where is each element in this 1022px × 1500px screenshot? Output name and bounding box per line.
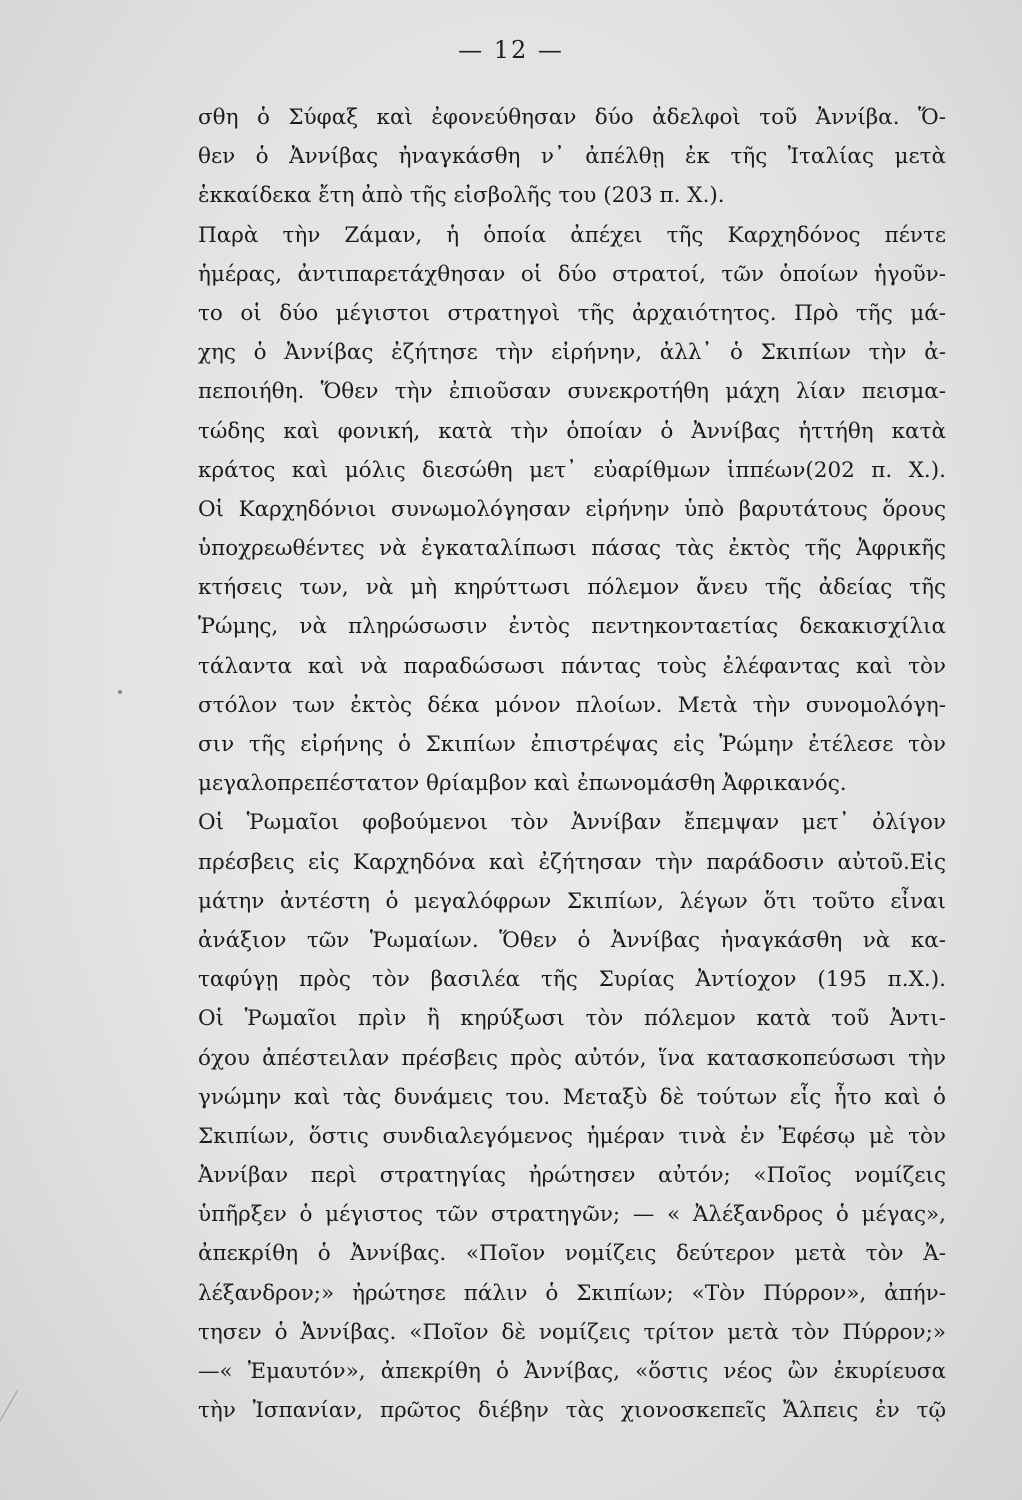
- page-edge-mark: [0, 1390, 46, 1450]
- text-line: τησεν ὁ Ἀννίβας. «Ποῖον δὲ νομίζεις τρίτον μετὰ τὸν Πύρρον;»: [198, 1319, 946, 1345]
- text-line: κράτος καὶ μόλις διεσώθη μετ᾽ εὐαρίθμων ἱππέων(202 π. Χ.).: [198, 457, 946, 483]
- text-line: τάλαντα καὶ νὰ παραδώσωσι πάντας τοὺς ἐλέφαντας καὶ τὸν: [198, 653, 946, 679]
- text-line: χης ὁ Ἀννίβας ἐζήτησε τὴν εἰρήνην, ἀλλ᾽ ὁ Σκιπίων τὴν ἀ-: [198, 340, 946, 366]
- text-line: Οἱ Ῥωμαῖοι πρὶν ἢ κηρύξωσι τὸν πόλεμον κατὰ τοῦ Ἀντι-: [198, 1006, 946, 1032]
- text-line: ἀνάξιον τῶν Ῥωμαίων. Ὅθεν ὁ Ἀννίβας ἠναγκάσθη νὰ κα-: [198, 927, 946, 953]
- text-line: Οἱ Καρχηδόνιοι συνωμολόγησαν εἰρήνην ὑπὸ βαρυτάτους ὅρους: [198, 496, 946, 522]
- text-line: Οἱ Ῥωμαῖοι φοβούμενοι τὸν Ἀννίβαν ἔπεμψαν μετ᾽ ὀλίγον: [198, 810, 946, 836]
- text-line: σθη ὁ Σύφαξ καὶ ἐφονεύθησαν δύο ἀδελφοὶ τοῦ Ἀννίβα. Ὅ-: [198, 105, 946, 130]
- text-line: Παρὰ τὴν Ζάμαν, ἡ ὁποία ἀπέχει τῆς Καρχηδόνος πέντε: [198, 222, 946, 248]
- text-line: πεποιήθη. Ὅθεν τὴν ἐπιοῦσαν συνεκροτήθη μάχη λίαν πεισμα-: [198, 379, 946, 405]
- text-line: μάτην ἀντέστη ὁ μεγαλόφρων Σκιπίων, λέγων ὅτι τοῦτο εἶναι: [198, 888, 946, 914]
- text-line: ἑκκαίδεκα ἔτη ἀπὸ τῆς εἰσβολῆς του (203 π. Χ.).: [198, 183, 725, 209]
- text-line: θεν ὁ Ἀννίβας ἠναγκάσθη ν᾽ ἀπέλθῃ ἐκ τῆς Ἰταλίας μετὰ: [198, 144, 946, 170]
- text-line: σιν τῆς εἰρήνης ὁ Σκιπίων ἐπιστρέψας εἰς Ῥώμην ἐτέλεσε τὸν: [198, 732, 946, 757]
- body-text: [198, 98, 946, 1430]
- text-line: ὑποχρεωθέντες νὰ ἐγκαταλίπωσι πάσας τὰς ἐκτὸς τῆς Ἀφρικῆς: [198, 536, 946, 562]
- text-line: Ἀννίβαν περὶ στρατηγίας ἠρώτησεν αὐτόν; «Ποῖος νομίζεις: [198, 1163, 946, 1189]
- text-line: στόλον των ἐκτὸς δέκα μόνον πλοίων. Μετὰ τὴν συνομολόγη-: [198, 692, 946, 718]
- text-line: λέξανδρον;» ἠρώτησε πάλιν ὁ Σκιπίων; «Τὸν Πύρρον», ἀπήν-: [198, 1280, 946, 1306]
- text-line: ἡμέρας, ἀντιπαρετάχθησαν οἱ δύο στρατοί, τῶν ὁποίων ἡγοῦν-: [198, 261, 946, 287]
- text-line: Ῥώμης, νὰ πληρώσωσιν ἐντὸς πεντηκονταετίας δεκακισχίλια: [198, 614, 946, 640]
- ink-speck: [118, 690, 122, 694]
- text-line: γνώμην καὶ τὰς δυνάμεις του. Μεταξὺ δὲ τούτων εἷς ἦτο καὶ ὁ: [198, 1084, 946, 1110]
- text-line: πρέσβεις εἰς Καρχηδόνα καὶ ἐζήτησαν τὴν παράδοσιν αὐτοῦ.Εἰς: [198, 849, 946, 875]
- text-line: —« Ἐμαυτόν», ἀπεκρίθη ὁ Ἀννίβας, «ὅστις νέος ὢν ἐκυρίευσα: [198, 1359, 946, 1384]
- text-line: ἀπεκρίθη ὁ Ἀννίβας. «Ποῖον νομίζεις δεύτερον μετὰ τὸν Ἀ-: [198, 1241, 946, 1267]
- text-line: μεγαλοπρεπέστατον θρίαμβον καὶ ἐπωνομάσθη Ἀφρικανός.: [198, 771, 847, 797]
- page-number: — 12 —: [458, 36, 564, 64]
- text-line: ὑπῆρξεν ὁ μέγιστος τῶν στρατηγῶν; — « Ἀλέξανδρος ὁ μέγας»,: [198, 1202, 946, 1228]
- text-line: ταφύγῃ πρὸς τὸν βασιλέα τῆς Συρίας Ἀντίοχον (195 π.Χ.).: [198, 967, 946, 993]
- text-line: Σκιπίων, ὅστις συνδιαλεγόμενος ἡμέραν τινὰ ἐν Ἐφέσῳ μὲ τὸν: [198, 1123, 946, 1149]
- text-line: τώδης καὶ φονική, κατὰ τὴν ὁποίαν ὁ Ἀννίβας ἡττήθη κατὰ: [198, 418, 946, 444]
- text-line: το οἱ δύο μέγιστοι στρατηγοὶ τῆς ἀρχαιότητος. Πρὸ τῆς μά-: [198, 300, 946, 326]
- text-line: όχου ἀπέστειλαν πρέσβεις πρὸς αὐτόν, ἵνα κατασκοπεύσωσι τὴν: [198, 1045, 946, 1071]
- text-line: τὴν Ἰσπανίαν, πρῶτος διέβην τὰς χιονοσκεπεῖς Ἄλπεις ἐν τῷ: [198, 1398, 946, 1424]
- text-line: κτήσεις των, νὰ μὴ κηρύττωσι πόλεμον ἄνευ τῆς ἀδείας τῆς: [198, 575, 946, 601]
